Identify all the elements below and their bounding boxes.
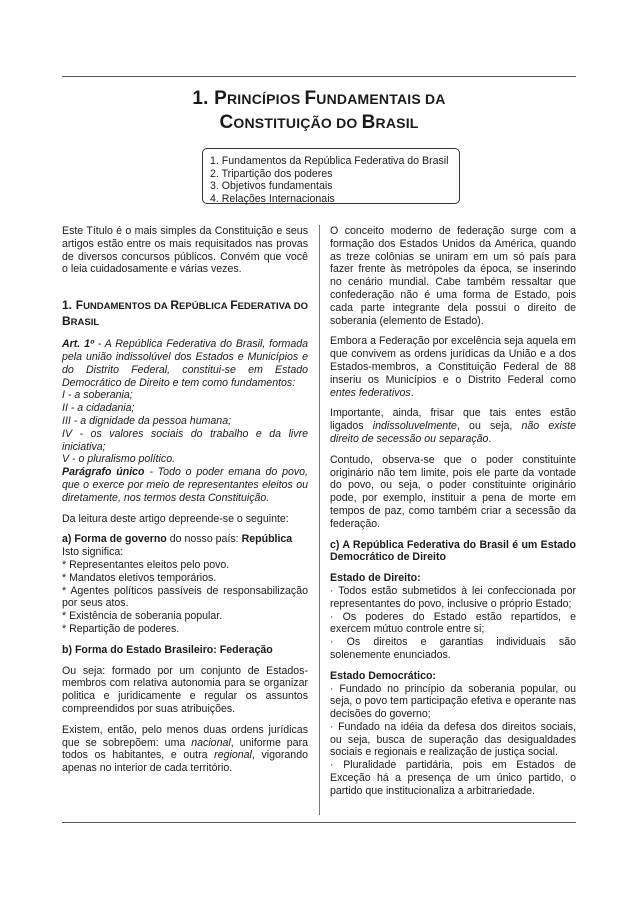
article-item: III - a dignidade da pessoa humana;	[62, 414, 232, 427]
bullet-item: · Fundado no princípio da soberania popular, ou seja, o povo tem participação efetiva e operante nas decisões do governo;	[330, 682, 576, 721]
list-item: * Existência de soberania popular.	[62, 610, 223, 623]
federacao-concept-paragraph: O conceito moderno de federação surge com a formação dos Estados Unidos da América, quando as treze colônias se uniram em um só país para fazer frente às metrópoles da época, se inserindo no cenário mundial. Cabe também ressaltar que confederação não é uma forma de Estado, pois cada parte integrante dela possui o direito de soberania (elemento de Estado).	[330, 225, 576, 327]
forma-governo-intro: Isto significa:	[62, 546, 124, 559]
list-item: * Repartição de poderes.	[62, 622, 180, 635]
federacao-paragraph: Ou seja: formado por um conjunto de Estados-membros com relativa autonomia para se organizar politica e juridicamente e regular os assuntos compreendidos por suas atribuições.	[62, 664, 308, 715]
left-column	[62, 225, 308, 775]
indissolubilidade-paragraph: Importante, ainda, frisar que tais entes estão ligados indissoluvelmente, ou seja, não existe direito de secessão ou separação.	[330, 407, 577, 445]
forma-governo-heading: a) Forma de governo do nosso país: República	[62, 533, 293, 546]
chapter-title-line-1: 1. PRINCÍPIOS FUNDAMENTAIS DA	[192, 88, 446, 109]
article-item: I - a soberania;	[62, 389, 133, 402]
paragrafo-unico: Parágrafo único - Todo o poder emana do povo, que o exerce por meio de representantes eleitos ou diretamente, nos termos desta Constituição.	[62, 466, 308, 504]
bullet-item: · Fundado na idéia da defesa dos direitos sociais, ou seja, busca de superação das desigualdades sociais e regionais e realização de justiça social.	[330, 720, 576, 759]
column-divider	[319, 225, 320, 815]
toc-item: 4. Relações Internacionais	[210, 192, 335, 205]
poder-constituinte-paragraph: Contudo, observa-se que o poder constituinte originário não tem limite, pois ele parte da vontade do povo, ou seja, o poder constituinte originário pode, por exemplo, instituir a pena de morte em tempos de paz, como também criar a secessão da federação.	[330, 453, 576, 530]
forma-estado-heading: b) Forma do Estado Brasileiro: Federação	[62, 643, 273, 656]
toc-item: 1. Fundamentos da República Federativa do Brasil	[210, 155, 449, 167]
estado-democratico-direito-heading: c) A República Federativa do Brasil é um Estado Democrático de Direito	[330, 538, 576, 564]
bottom-rule	[62, 822, 576, 823]
article-item: IV - os valores sociais do trabalho e da livre iniciativa;	[62, 427, 308, 453]
estado-democratico-heading: Estado Democrático:	[330, 669, 436, 682]
article-item: II - a cidadania;	[62, 402, 135, 415]
chapter-title-line-2: CONSTITUIÇÃO DO BRASIL	[219, 112, 419, 133]
toc-item: 3. Objetivos fundamentais	[210, 180, 333, 192]
article-item: V - o pluralismo político.	[62, 453, 176, 466]
reading-note: Da leitura deste artigo depreende-se o seguinte:	[62, 512, 289, 525]
bullet-item: · Pluralidade partidária, pois em Estados de Exceção há a presença de um único partido, o partido que institucionaliza a arbitrariedade.	[330, 759, 576, 797]
section-heading: 1. FUNDAMENTOS DA REPÚBLICA FEDERATIVA DO BRASIL	[62, 298, 308, 329]
list-item: * Representantes eleitos pelo povo.	[62, 558, 230, 571]
toc-item: 2. Tripartição dos poderes	[210, 167, 333, 180]
right-column	[330, 225, 576, 798]
article-1: Art. 1º - A República Federativa do Brasil, formada pela união indissolúvel dos Estados e Municípios e do Distrito Federal, constitui-se em Estado Democrático de Direito e tem como fundamentos:	[62, 338, 308, 389]
article-label: Art. 1º	[62, 338, 94, 351]
list-item: * Agentes políticos passíveis de responsabilização por seus atos.	[62, 584, 308, 610]
bullet-item: · Os poderes do Estado estão repartidos, e exercem mútuo controle entre si;	[330, 610, 576, 636]
bullet-item: · Os direitos e garantias individuais são solenemente enunciados.	[330, 636, 576, 661]
list-item: * Mandatos eletivos temporários.	[62, 571, 217, 584]
top-rule	[62, 76, 576, 77]
entes-federativos-paragraph: Embora a Federação por excelência seja aquela em que convivem as ordens jurídicas da União e a dos Estados-membros, a Constituição Federal de 88 inseriu os Municípios e o Distrito Federal como entes federativos.	[330, 335, 576, 399]
ordens-juridicas-paragraph: Existem, então, pelo menos duas ordens jurídicas que se sobrepõem: uma nacional, uniforme para todos os habitantes, e outra regional, vigorando apenas no interior de cada território.	[62, 723, 308, 775]
table-of-contents-box	[202, 148, 460, 204]
bullet-item: · Todos estão submetidos à lei confeccionada por representantes do povo, inclusive o próprio Estado;	[330, 584, 576, 610]
intro-paragraph: Este Título é o mais simples da Constituição e seus artigos estão entre os mais requisitados nas provas de diversos concursos públicos. Convém que você o leia cuidadosamente e várias vezes.	[62, 225, 308, 276]
estado-direito-heading: Estado de Direito:	[330, 572, 421, 585]
